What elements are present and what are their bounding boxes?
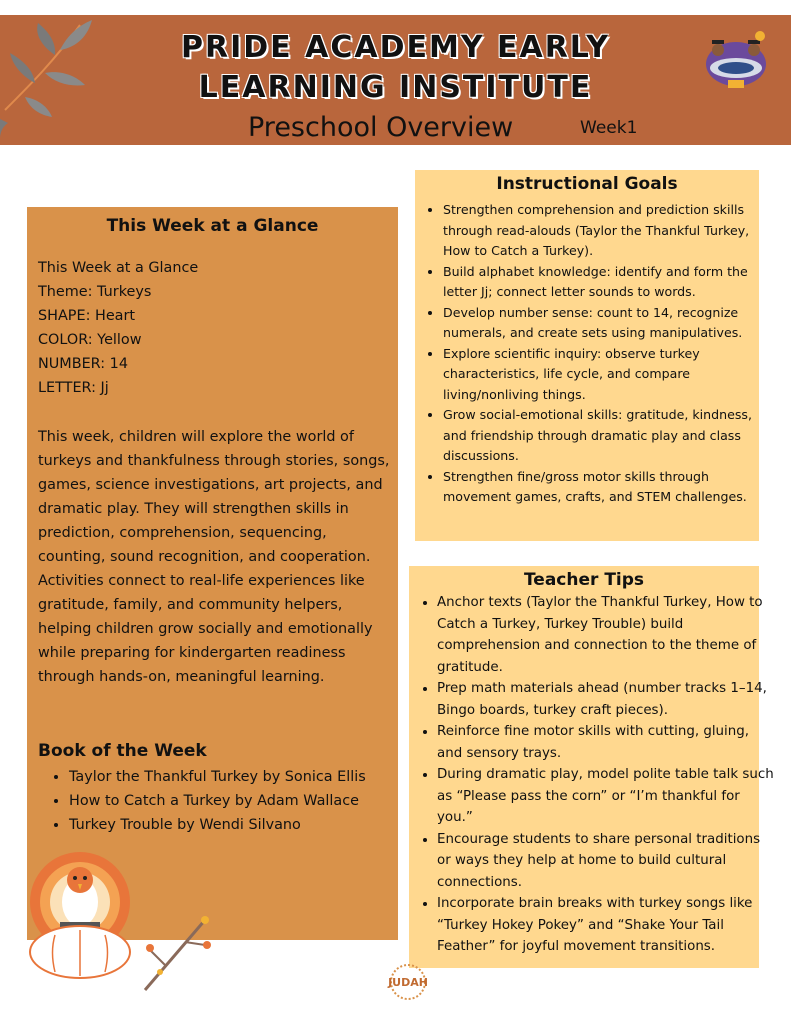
week-description: This week, children will explore the world of turkeys and thankfulness through stories, songs, games, science investigations, art projects, and dramatic play. They will strengthen skills in prediction, comprehension, sequencing, counting, sound recognition, and cooperation. Activities connect to real-life experiences like gratitude, family, and community helpers, helping children grow socially and emotionally while preparing for kindergarten readiness through hands-on, meaningful learning.	[38, 429, 390, 685]
goal-item: • Strengthen fine/gross motor skills through movement games, crafts, and STEM challenges.	[443, 467, 773, 508]
goal-item: • Explore scientific inquiry: observe turkey characteristics, life cycle, and compare living/nonliving things.	[443, 344, 773, 406]
tip-item: • Anchor texts (Taylor the Thankful Turkey, How to Catch a Turkey, Turkey Trouble) build comprehension and connection to the theme of gratitude.	[437, 592, 775, 678]
book-list	[49, 765, 366, 837]
book-heading: Book of the Week	[38, 741, 207, 761]
judah-logo	[383, 963, 433, 1001]
goal-item: • Strengthen comprehension and prediction skills through read-alouds (Taylor the Thankful Turkey, How to Catch a Turkey).	[443, 200, 773, 262]
book-item: • Turkey Trouble by Wendi Silvano	[69, 813, 366, 837]
week-label: Week1	[580, 118, 638, 138]
tips-list	[419, 592, 775, 958]
tip-item: • Encourage students to share personal traditions or ways they help at home to build cultural connections.	[437, 829, 775, 894]
glance-item: LETTER: Jj	[38, 380, 109, 396]
goal-item: • Develop number sense: count to 14, recognize numerals, and create sets using manipulatives.	[443, 303, 773, 344]
glance-heading: This Week at a Glance	[106, 216, 319, 236]
glance-item: NUMBER: 14	[38, 356, 128, 372]
goals-heading: Instructional Goals	[496, 174, 678, 194]
glance-list	[38, 256, 198, 400]
page-subtitle: Preschool Overview	[248, 112, 514, 143]
glance-item: SHAPE: Heart	[38, 308, 136, 324]
turkey-icon	[20, 840, 140, 980]
page-title	[0, 28, 791, 108]
tips-heading: Teacher Tips	[523, 570, 645, 590]
tip-item: • During dramatic play, model polite table talk such as “Please pass the corn” or “I’m thankful for you.”	[437, 764, 775, 829]
tip-item: • Incorporate brain breaks with turkey songs like “Turkey Hokey Pokey” and “Shake Your Tail Feather” for joyful movement transitions.	[437, 893, 775, 958]
glance-item: This Week at a Glance	[38, 260, 199, 276]
footer-logo-text: JUDAH	[388, 976, 428, 989]
goal-item: • Build alphabet knowledge: identify and form the letter Jj; connect letter sounds to words.	[443, 262, 773, 303]
goal-item: • Grow social-emotional skills: gratitude, kindness, and friendship through dramatic play and class discussions.	[443, 405, 773, 467]
teacher-tips-panel	[409, 566, 774, 968]
glance-item: Theme: Turkeys	[38, 284, 152, 300]
academy-logo	[700, 28, 772, 90]
branch-decoration	[135, 910, 225, 995]
goals-list	[425, 200, 773, 508]
week-at-a-glance-panel	[27, 207, 398, 940]
title-line-1: PRIDE ACADEMY EARLY	[181, 30, 610, 65]
title-line-2: LEARNING INSTITUTE	[198, 70, 593, 105]
tip-item: • Reinforce fine motor skills with cutting, gluing, and sensory trays.	[437, 721, 775, 764]
tip-item: • Prep math materials ahead (number tracks 1–14, Bingo boards, turkey craft pieces).	[437, 678, 775, 721]
book-item: • How to Catch a Turkey by Adam Wallace	[69, 789, 366, 813]
book-item: • Taylor the Thankful Turkey by Sonica Ellis	[69, 765, 366, 789]
glance-item: COLOR: Yellow	[38, 332, 142, 348]
instructional-goals-panel	[415, 170, 759, 541]
